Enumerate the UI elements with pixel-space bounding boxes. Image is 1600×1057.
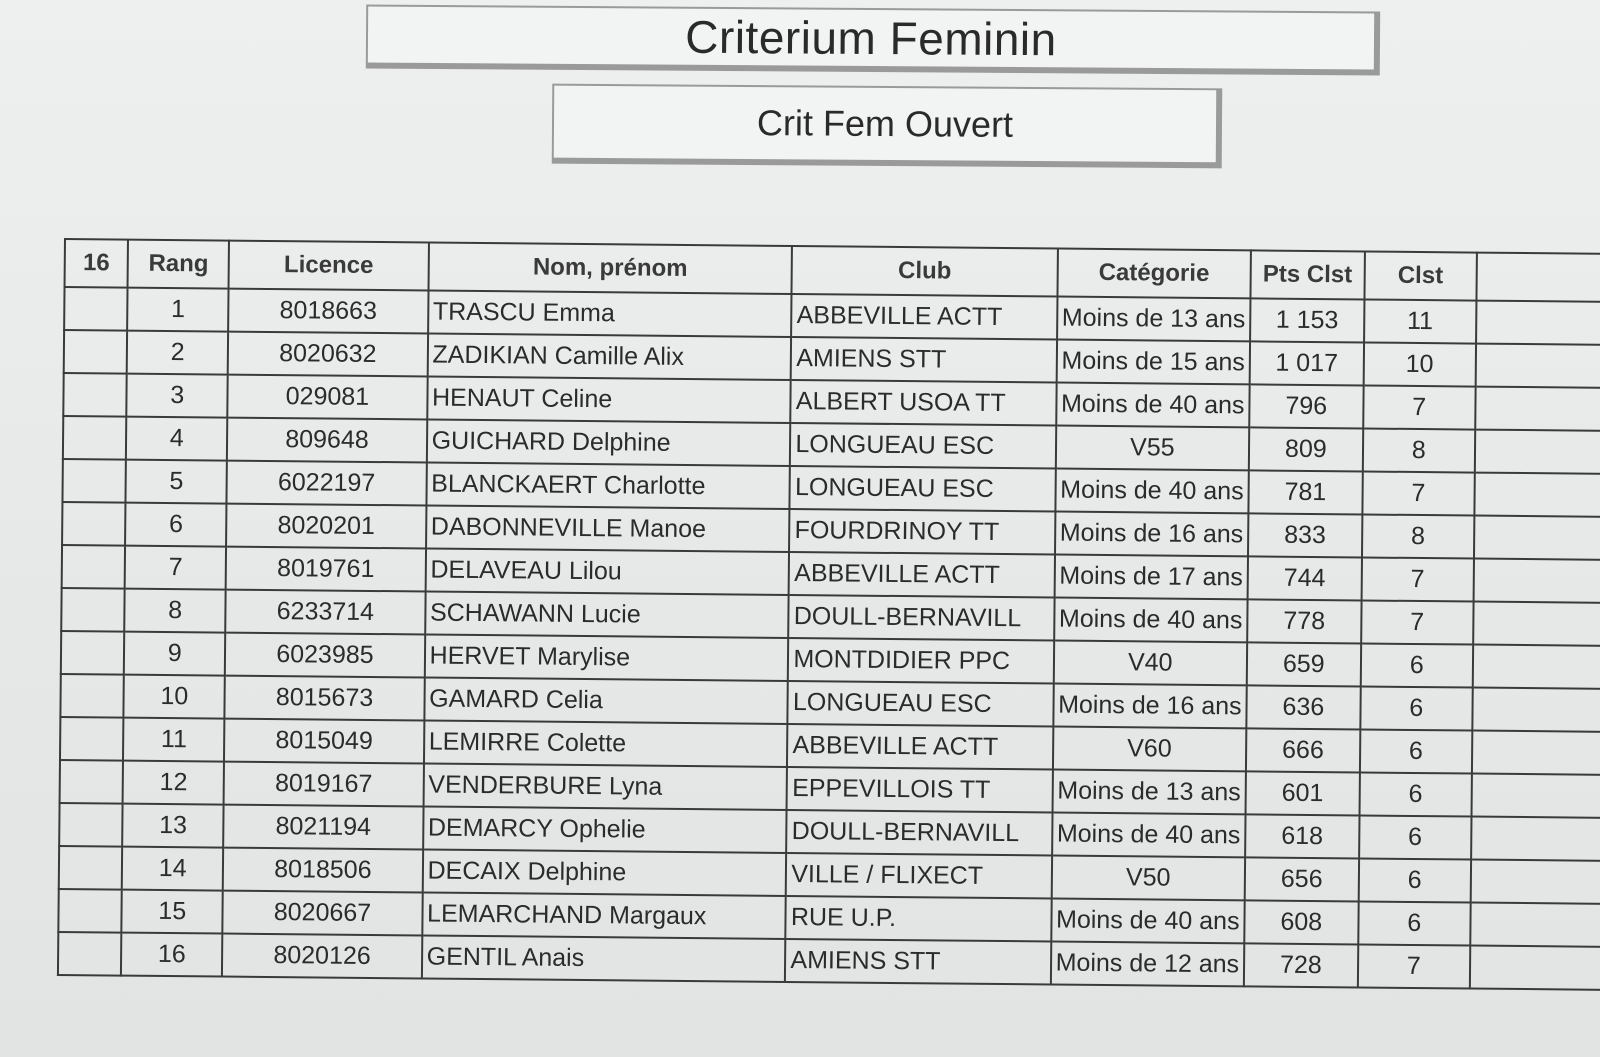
cell-clst [1363, 342, 1476, 386]
cell-checkbox [60, 674, 124, 718]
cell-clst-text: 6 [1407, 822, 1423, 852]
cell-rang [125, 503, 226, 547]
cell-club-text: LONGUEAU ESC [794, 473, 994, 503]
cell-nom [424, 677, 788, 723]
cell-club [787, 767, 1053, 813]
cell-pts-text: 601 [1281, 778, 1324, 808]
cell-nom-text: LEMIRRE Colette [428, 727, 627, 758]
cell-nom [427, 376, 791, 422]
cell-nom [426, 419, 790, 465]
cell-pts-text: 666 [1281, 735, 1324, 765]
header-licence: Licence [229, 241, 429, 291]
cell-licence-text: 8015673 [275, 683, 374, 712]
cell-licence-text: 809648 [285, 425, 369, 454]
cell-club [785, 939, 1051, 985]
cell-club [789, 509, 1055, 555]
cell-club [790, 423, 1056, 469]
cell-rang [122, 847, 223, 891]
cell-extra [1473, 602, 1600, 646]
cell-checkbox [63, 373, 127, 417]
cell-nom-text: SCHAWANN Lucie [429, 598, 641, 629]
cell-pts-text: 781 [1284, 477, 1327, 507]
cell-checkbox [64, 330, 128, 374]
cell-categorie-text: Moins de 40 ans [1060, 475, 1244, 506]
cell-pts-text: 796 [1285, 391, 1328, 421]
cell-licence [223, 848, 423, 893]
cell-licence [228, 375, 428, 420]
cell-checkbox [61, 631, 125, 675]
cell-clst [1360, 729, 1473, 773]
cell-club-text: LONGUEAU ESC [795, 430, 995, 460]
results-table [57, 238, 1600, 991]
cell-categorie-text: Moins de 17 ans [1059, 561, 1243, 592]
cell-extra [1475, 430, 1600, 474]
cell-club [787, 810, 1053, 856]
cell-categorie [1055, 426, 1249, 471]
cell-nom-text: DABONNEVILLE Manoe [430, 512, 707, 544]
cell-club-text: FOURDRINOY TT [794, 516, 1000, 546]
cell-licence-text: 029081 [285, 382, 370, 411]
cell-club-text: DOULL-BERNAVILL [791, 817, 1020, 848]
cell-licence [223, 891, 423, 936]
cell-club-text: ABBEVILLE ACTT [794, 559, 1000, 589]
cell-rang [127, 288, 228, 332]
cell-club-text: RUE U.P. [790, 903, 897, 933]
cell-licence [225, 633, 425, 678]
cell-nom-text: GENTIL Anais [426, 942, 585, 973]
cell-clst-text: 6 [1407, 865, 1422, 895]
header-blank [1476, 253, 1600, 302]
cell-nom-text: ZADIKIAN Camille Alix [432, 340, 685, 371]
cell-clst [1362, 428, 1475, 472]
cell-categorie-text: Moins de 16 ans [1059, 518, 1244, 549]
page-title: Criterium Feminin [685, 10, 1057, 66]
cell-checkbox [58, 889, 122, 933]
cell-nom [425, 548, 789, 594]
cell-categorie [1055, 512, 1249, 557]
cell-clst [1359, 815, 1472, 859]
cell-nom-text: GAMARD Celia [429, 684, 603, 715]
cell-checkbox [58, 932, 122, 976]
cell-nom [426, 505, 790, 551]
cell-pts-text: 608 [1280, 907, 1323, 937]
header-clst: Clst [1364, 251, 1477, 300]
cell-pts [1249, 427, 1363, 471]
cell-licence [222, 934, 422, 979]
cell-pts [1247, 642, 1361, 686]
cell-licence-text: 8020126 [273, 941, 371, 970]
cell-categorie-text: V60 [1127, 734, 1172, 763]
cell-clst [1360, 643, 1473, 687]
cell-categorie [1051, 899, 1245, 944]
cell-club [789, 552, 1055, 598]
cell-pts-text: 659 [1282, 649, 1325, 679]
cell-clst [1362, 514, 1475, 558]
cell-categorie [1052, 813, 1246, 858]
cell-nom [423, 763, 787, 809]
cell-checkbox [62, 459, 126, 503]
cell-categorie-text: Moins de 40 ans [1056, 819, 1241, 850]
cell-licence-text: 8018663 [279, 296, 378, 326]
cell-licence [226, 547, 426, 592]
cell-checkbox [62, 502, 126, 546]
cell-pts-text: 656 [1280, 864, 1323, 894]
cell-club [786, 896, 1052, 942]
cell-rang [123, 718, 224, 762]
cell-nom [424, 720, 788, 766]
cell-licence-text: 6022197 [277, 468, 376, 497]
cell-club-text: DOULL-BERNAVILL [793, 602, 1022, 633]
cell-nom-text: DECAIX Delphine [427, 856, 627, 887]
cell-rang-text: 5 [169, 467, 184, 496]
cell-club-text: ABBEVILLE ACTT [792, 731, 999, 761]
cell-club-text: EPPEVILLOIS TT [792, 774, 991, 804]
cell-extra [1470, 946, 1600, 990]
cell-nom [424, 634, 788, 680]
cell-pts [1250, 341, 1364, 385]
cell-rang-text: 14 [158, 853, 187, 883]
subtitle-box [552, 84, 1223, 169]
cell-extra [1471, 774, 1600, 818]
cell-rang-text: 1 [170, 295, 186, 324]
cell-club [791, 380, 1057, 426]
cell-club-text: ALBERT USOA TT [795, 387, 1006, 418]
cell-nom-text: GUICHARD Delphine [431, 426, 671, 457]
cell-extra [1473, 645, 1600, 689]
cell-rang-text: 6 [168, 510, 184, 539]
cell-clst-text: 7 [1406, 951, 1421, 981]
cell-club-text: AMIENS STT [796, 344, 947, 374]
cell-extra [1474, 516, 1600, 560]
cell-extra [1471, 860, 1600, 904]
cell-categorie-text: Moins de 40 ans [1055, 905, 1240, 936]
cell-categorie [1053, 641, 1247, 686]
cell-categorie-text: V40 [1127, 648, 1173, 677]
cell-rang-text: 2 [170, 338, 185, 367]
cell-extra [1471, 817, 1600, 861]
cell-club [788, 638, 1054, 684]
cell-rang [126, 417, 227, 461]
cell-clst [1358, 858, 1471, 902]
cell-categorie [1053, 684, 1247, 729]
cell-extra [1472, 731, 1600, 775]
cell-rang [122, 804, 223, 848]
cell-rang-text: 8 [168, 596, 183, 625]
cell-rang [124, 589, 225, 633]
cell-clst-text: 7 [1410, 607, 1425, 637]
title-box [366, 4, 1380, 75]
cell-rang-text: 3 [170, 381, 185, 410]
cell-pts [1250, 298, 1364, 342]
cell-pts [1244, 900, 1358, 944]
cell-licence-text: 6023985 [276, 640, 374, 669]
cell-licence-text: 8015049 [275, 726, 373, 755]
cell-categorie [1054, 598, 1248, 643]
cell-checkbox [59, 846, 123, 890]
cell-licence-text: 8018506 [274, 855, 372, 884]
cell-licence-text: 6233714 [276, 597, 375, 626]
cell-licence-text: 8019167 [274, 769, 373, 798]
cell-nom [428, 290, 792, 336]
cell-nom [422, 892, 786, 938]
cell-nom [425, 591, 789, 637]
cell-checkbox [60, 717, 124, 761]
cell-licence [228, 332, 428, 377]
cell-rang-text: 15 [158, 896, 187, 926]
cell-pts-text: 744 [1283, 563, 1326, 593]
cell-nom [427, 333, 791, 379]
cell-pts-text: 728 [1279, 950, 1322, 980]
cell-club-text: MONTDIDIER PPC [793, 645, 1011, 676]
cell-pts-text: 1 017 [1275, 348, 1339, 378]
cell-licence-text: 8020632 [279, 339, 377, 369]
cell-licence [224, 762, 424, 807]
cell-pts [1244, 943, 1358, 987]
cell-checkbox [59, 803, 123, 847]
table-body [58, 287, 1600, 990]
cell-licence [226, 504, 426, 549]
cell-extra [1474, 559, 1600, 603]
cell-checkbox [60, 760, 124, 804]
cell-clst [1364, 299, 1477, 343]
cell-rang [123, 761, 224, 805]
cell-pts [1246, 771, 1360, 815]
cell-clst-text: 11 [1406, 306, 1434, 336]
cell-rang-text: 4 [169, 424, 184, 453]
cell-nom-text: TRASCU Emma [432, 297, 615, 328]
cell-clst-text: 8 [1411, 435, 1426, 465]
cell-extra [1472, 688, 1600, 732]
cell-nom [423, 806, 787, 852]
cell-rang-text: 9 [167, 639, 182, 668]
cell-club [791, 294, 1057, 340]
cell-club [790, 466, 1056, 512]
cell-club-text: ABBEVILLE ACTT [796, 301, 1003, 332]
cell-rang-text: 11 [160, 724, 188, 754]
cell-extra [1476, 301, 1600, 345]
header-pts: Pts Clst [1251, 250, 1365, 299]
cell-checkbox [62, 545, 126, 589]
cell-licence [227, 461, 427, 506]
cell-club-text: AMIENS STT [790, 946, 941, 976]
cell-licence [225, 676, 425, 721]
cell-extra [1475, 387, 1600, 431]
cell-categorie-text: Moins de 40 ans [1060, 389, 1245, 420]
cell-categorie-text: Moins de 16 ans [1058, 690, 1242, 721]
cell-licence [227, 418, 427, 463]
cell-checkbox [61, 588, 125, 632]
cell-rang [126, 460, 227, 504]
cell-categorie [1050, 942, 1244, 987]
cell-rang [124, 632, 225, 676]
header-nom: Nom, prénom [428, 242, 792, 293]
cell-clst [1361, 557, 1474, 601]
cell-licence [228, 289, 428, 334]
cell-rang [121, 933, 222, 977]
cell-club [786, 853, 1052, 899]
cell-nom-text: DEMARCY Ophelie [427, 813, 646, 844]
cell-clst [1358, 901, 1471, 945]
cell-categorie-text: V55 [1129, 433, 1175, 462]
cell-clst-text: 6 [1408, 779, 1423, 809]
cell-nom [422, 935, 786, 981]
cell-rang-text: 13 [159, 810, 188, 840]
cell-categorie-text: Moins de 12 ans [1055, 948, 1240, 979]
cell-pts-text: 778 [1283, 606, 1326, 636]
cell-extra [1476, 344, 1600, 388]
cell-rang [127, 331, 228, 375]
cell-pts-text: 809 [1284, 434, 1327, 464]
cell-categorie-text: Moins de 13 ans [1057, 776, 1241, 807]
cell-clst-text: 6 [1407, 908, 1422, 938]
cell-licence-text: 8020667 [273, 898, 372, 927]
cell-club [787, 724, 1053, 770]
cell-licence-text: 8021194 [275, 812, 372, 841]
cell-categorie [1053, 727, 1247, 772]
cell-clst [1362, 471, 1475, 515]
cell-licence [226, 590, 426, 635]
cell-clst-text: 6 [1408, 736, 1423, 766]
page-subtitle: Crit Fem Ouvert [756, 102, 1014, 145]
cell-nom-text: BLANCKAERT Charlotte [431, 469, 706, 501]
cell-pts-text: 833 [1284, 520, 1327, 550]
cell-pts-text: 1 153 [1275, 305, 1339, 335]
cell-clst-text: 6 [1409, 650, 1424, 680]
cell-extra [1470, 903, 1600, 947]
cell-clst-text: 8 [1410, 521, 1426, 551]
cell-nom-text: VENDERBURE Lyna [428, 770, 663, 801]
header-club: Club [792, 246, 1058, 297]
cell-rang-text: 10 [160, 681, 189, 711]
cell-rang [122, 890, 223, 934]
cell-pts [1249, 384, 1363, 428]
cell-clst-text: 10 [1405, 349, 1434, 379]
cell-categorie [1052, 770, 1246, 815]
cell-nom-text: HENAUT Celine [431, 383, 613, 414]
cell-rang [127, 374, 228, 418]
cell-nom-text: DELAVEAU Lilou [430, 555, 622, 586]
cell-pts [1248, 556, 1362, 600]
cell-clst [1359, 772, 1472, 816]
cell-rang [125, 546, 226, 590]
cell-rang-text: 16 [157, 939, 186, 969]
cell-club-text: VILLE / FLIXECT [791, 860, 984, 890]
cell-categorie [1056, 383, 1250, 428]
cell-clst [1360, 686, 1473, 730]
cell-rang [124, 675, 225, 719]
cell-clst-text: 7 [1410, 564, 1425, 594]
cell-categorie-text: Moins de 40 ans [1058, 604, 1243, 635]
cell-clst [1361, 600, 1474, 644]
cell-extra [1474, 473, 1600, 517]
cell-categorie-text: V50 [1125, 863, 1171, 892]
cell-licence-text: 8019761 [276, 554, 375, 583]
cell-pts [1245, 814, 1359, 858]
cell-clst-text: 7 [1412, 392, 1427, 422]
header-categorie: Catégorie [1057, 249, 1251, 299]
header-rang: Rang [128, 240, 230, 289]
cell-pts-text: 636 [1282, 692, 1325, 722]
cell-pts [1245, 857, 1359, 901]
cell-pts [1247, 599, 1361, 643]
cell-pts [1248, 470, 1362, 514]
cell-club [791, 337, 1057, 383]
cell-categorie-text: Moins de 13 ans [1061, 303, 1246, 334]
cell-categorie [1055, 469, 1249, 514]
cell-nom [426, 462, 790, 508]
cell-club [789, 595, 1055, 641]
cell-categorie-text: Moins de 15 ans [1061, 346, 1246, 377]
cell-nom [422, 849, 786, 895]
cell-pts [1248, 513, 1362, 557]
cell-checkbox [64, 287, 128, 331]
cell-club-text: LONGUEAU ESC [792, 688, 992, 718]
cell-clst-text: 6 [1409, 693, 1424, 723]
cell-nom-text: HERVET Marylise [429, 641, 631, 672]
cell-categorie [1056, 340, 1250, 385]
cell-pts [1246, 728, 1360, 772]
cell-clst [1357, 944, 1470, 988]
results-table-wrap [57, 238, 1600, 991]
cell-checkbox [63, 416, 127, 460]
cell-licence [224, 719, 424, 764]
cell-pts [1246, 685, 1360, 729]
header-count: 16 [65, 239, 129, 288]
cell-nom-text: LEMARCHAND Margaux [426, 899, 707, 931]
cell-licence [223, 805, 423, 850]
cell-categorie [1051, 856, 1245, 901]
cell-clst [1363, 385, 1476, 429]
cell-rang-text: 12 [159, 767, 188, 797]
cell-pts-text: 618 [1281, 821, 1324, 851]
cell-clst-text: 7 [1411, 478, 1426, 508]
cell-club [788, 681, 1054, 727]
cell-rang-text: 7 [168, 553, 183, 582]
cell-categorie [1054, 555, 1248, 600]
cell-licence-text: 8020201 [277, 511, 375, 540]
cell-categorie [1057, 297, 1251, 342]
